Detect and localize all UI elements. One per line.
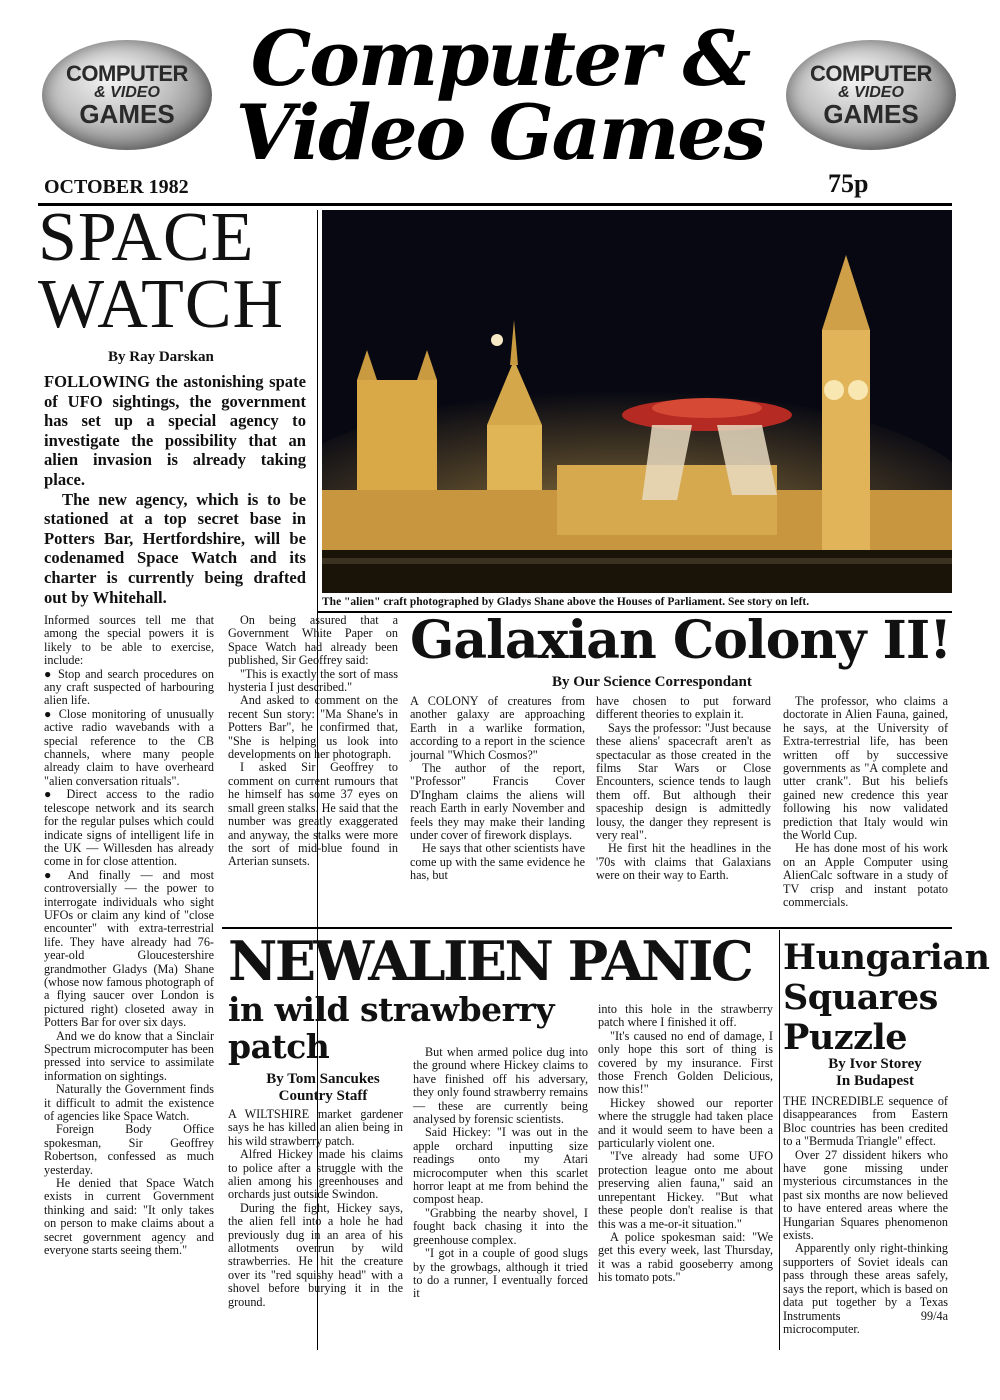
column-rule <box>779 930 780 1350</box>
paragraph: He denied that Space Watch exists in current Government thinking and said: "It only takes on person to make claims about a secret government agency and everyone starts seeing them." <box>44 1176 214 1258</box>
paragraph: Over 27 dissident hikers who have gone missing under mysterious circumstances in the past six months are now believed to have entered areas where the Hungarian Squares phenomenon exists. <box>783 1147 948 1243</box>
paragraph: Informed sources tell me that among the special powers it is likely to be able to exercise, include: <box>44 613 214 668</box>
paragraph: The author of the report, "Professor" Francis Cover D'Ingham claims the aliens will reach Earth in early November and feels they may make their landing under cover of firework displays. <box>410 761 585 843</box>
paragraph: THE INCREDIBLE sequence of disappearances from Eastern Bloc countries has been credited to a "Bermuda Triangle" effect. <box>783 1094 948 1149</box>
paragraph: The professor, who claims a doctorate in Alien Fauna, gained, he says, at the University of Extra-terrestrial life, has been written off by successive governments as "A complete and utter crank". But his beliefs gained new credence this year following his now validated prediction that Italy would win the World Cup. <box>783 694 948 843</box>
space-watch-column-2 <box>228 614 398 869</box>
paragraph: "I've already had some UFO protection league onto me about preserving alien fauna," said an unrepentant Hickey. "But what these people don't realise is that this was a me-or-it situation." <box>598 1149 773 1231</box>
headline-line: Puzzle <box>783 1016 908 1058</box>
masthead-title <box>235 14 765 178</box>
paragraph: ● And finally — and most controversially — the power to interrogate individuals who sight UFOs or claim any kind of "close encounter" with extra-terrestrial life. They have already had 76-year-old Gloucestershire grandmother Gladys (Ma) Shane (whose now famous photograph of a flying saucer over London is pictured right) closeted away in Potters Bar for over six days. <box>44 867 214 1030</box>
badge-text: GAMES <box>79 99 175 129</box>
paragraph: ● Stop and search procedures on any craft suspected of harbouring alien life. <box>44 666 214 708</box>
masthead-title-line2: Video Games <box>235 88 765 178</box>
paragraph: Naturally the Government finds it difficult to admit the existence of agencies like Space Watch. <box>44 1082 214 1124</box>
new-alien-column-1 <box>228 1108 403 1309</box>
paragraph: A WILTSHIRE market gardener says he has killed an alien being in his wild strawberry patch. <box>228 1107 403 1148</box>
space-watch-lede <box>44 372 306 607</box>
byline-line: In Budapest <box>836 1073 914 1089</box>
badge-text: COMPUTER <box>810 61 932 86</box>
paragraph: "It's caused no end of damage, I only hope this sort of thing is covered by my insurance. First those French Golden Delicious, now this!" <box>598 1028 773 1097</box>
paragraph: into this hole in the strawberry patch where I finished it off. <box>598 1002 773 1030</box>
headline-line: SPACE <box>38 199 255 276</box>
paragraph: "This is exactly the sort of mass hysteria I just described." <box>228 666 398 695</box>
paragraph: Said Hickey: "I was out in the apple orchard inputting size readings onto my Atari microcomputer when this scarlet horror leapt at me from behind the compost heap. <box>413 1125 588 1207</box>
space-watch-byline: By Ray Darskan <box>108 349 214 365</box>
new-alien-column-2 <box>413 1046 588 1301</box>
paragraph: Apparently only right-thinking supporters of Soviet ideals can pass through these areas safely, says the report, which is based on data put together by a Texas Instruments 99/4a microcomputer. <box>783 1241 948 1336</box>
new-alien-subhead: in wild strawberry patch <box>228 990 555 1066</box>
parliament-ufo-photo <box>322 210 952 593</box>
lede-paragraph: FOLLOWING the astonishing spate of UFO sightings, the government has set up a special agency to investigate the possibility that an alien invasion is already taking place. <box>44 372 306 489</box>
lede-paragraph: The new agency, which is to be stationed at a top secret base in Potters Bar, Hertfordshire, will be codenamed Space Watch and its charter is currently being drafted out by Whitehall. <box>44 489 306 607</box>
paragraph: And asked to comment on the recent Sun story: "Ma Shane's in Potters Bar", he confirmed that, "She is helping us look into developments on her photograph. <box>228 693 398 762</box>
masthead-title-line1: Computer & <box>250 14 750 103</box>
hungarian-byline <box>790 1056 960 1090</box>
photo-caption: The "alien" craft photographed by Gladys Shane above the Houses of Parliament. See story on left. <box>322 596 810 608</box>
galaxian-column-1 <box>410 695 585 883</box>
paragraph: Says the professor: "Just because these aliens' spacecraft aren't as spectacular as those created in the films Star Wars or Close Encounters, science tends to laugh them off. But although their spaceship design is admittedly lousy, the danger they represent is very real". <box>596 720 771 843</box>
paragraph: A COLONY of creatures from another galaxy are approaching Earth in a warlike formation, according to a report in the science journal "Which Cosmos?" <box>410 694 585 762</box>
paragraph: ● Direct access to the radio telescope network and its search for the regular pulses which could indicate signs of intelligent life in the UK — Willesden has already come in for close attention. <box>44 787 214 869</box>
paragraph: Alfred Hickey made his claims to police after a struggle with the alien among his greenhouses and orchards just outside Swindon. <box>228 1147 403 1202</box>
space-watch-column-1 <box>44 614 214 1258</box>
logo-badge-left <box>42 40 212 150</box>
galaxian-column-3 <box>783 695 948 910</box>
galaxian-headline: Galaxian Colony II! <box>410 610 952 671</box>
badge-text: & VIDEO <box>94 84 160 101</box>
logo-badge-right <box>786 40 956 150</box>
byline-line: By Ivor Storey <box>828 1056 922 1072</box>
badge-text: GAMES <box>823 99 919 129</box>
headline-line: WATCH <box>38 266 285 344</box>
paragraph: He has done most of his work on an Apple Computer using AlienCalc software in a study of TV crisp and instant potato commercials. <box>783 841 948 910</box>
paragraph: Foreign Body Office spokesman, Sir Geoffrey Robertson, confessed as much yesterday. <box>44 1122 214 1177</box>
badge-text: & VIDEO <box>838 84 904 101</box>
paragraph: He first hit the headlines in the '70s with claims that Galaxians were on their way to Earth. <box>596 841 771 883</box>
headline-line: Squares <box>783 976 938 1018</box>
space-watch-headline <box>38 199 318 344</box>
new-alien-column-3 <box>598 1003 773 1285</box>
paragraph: "Grabbing the nearby shovel, I fought back chasing it into the greenhouse complex. <box>413 1205 588 1247</box>
galaxian-byline: By Our Science Correspondant <box>552 674 752 690</box>
paragraph: Hickey showed our reporter where the struggle had taken place and it would seem to have been a particularly violent one. <box>598 1095 773 1151</box>
paragraph: During the fight, Hickey says, the alien fell into a hole he had previously dug in an area of his allotments overrun by wild strawberries. He hit the creature over its "red squishy head" with a shovel before burying it in the ground. <box>228 1200 403 1309</box>
hungarian-headline <box>783 937 990 1058</box>
badge-text: COMPUTER <box>66 61 188 86</box>
paragraph: On being assured that a Government White Paper on Space Watch had already been published, Sir Geoffrey said: <box>228 613 398 668</box>
byline-line: Country Staff <box>278 1088 368 1104</box>
galaxian-column-2 <box>596 695 771 883</box>
issue-price: 75p <box>828 169 869 198</box>
paragraph: A police spokesman said: "We get this every week, last Thursday, it was a rabid gooseberry among his tomato pots." <box>598 1229 773 1285</box>
hungarian-column <box>783 1095 948 1336</box>
new-alien-headline: NEWALIEN PANIC <box>228 929 752 993</box>
parliament-illustration <box>322 210 952 593</box>
paragraph: He says that other scientists have come up with the same evidence he has, but <box>410 841 585 883</box>
byline-line: By Tom Sancukes <box>266 1071 380 1087</box>
paragraph: ● Close monitoring of unusually active radio wavebands with a special reference to the CB channels, where many people already claim to have overheard "alien conversation rituals". <box>44 706 214 788</box>
new-alien-byline <box>248 1071 398 1105</box>
paragraph: "I got in a couple of good slugs by the growbags, although it tried to do a runner, I eventually forced it <box>413 1246 588 1301</box>
paragraph: I asked Sir Geoffrey to comment on current rumours that he himself has some 37 eyes on small green stalks. He said that the number was greatly exaggerated and anyway, the stalks were more the sort of mid-blue found in Arterian sunsets. <box>228 760 398 869</box>
paragraph: But when armed police dug into the ground where Hickey claims to have finished off his adversary, they only found strawberry remains — these are currently being analysed by forensic scientists. <box>413 1045 588 1127</box>
issue-date: OCTOBER 1982 <box>44 176 189 198</box>
paragraph: have chosen to put forward different theories to explain it. <box>596 694 771 722</box>
paragraph: And we do know that a Sinclair Spectrum microcomputer has been pressed into service to assimilate information on sightings. <box>44 1028 214 1083</box>
headline-line: Hungarian <box>783 937 990 978</box>
